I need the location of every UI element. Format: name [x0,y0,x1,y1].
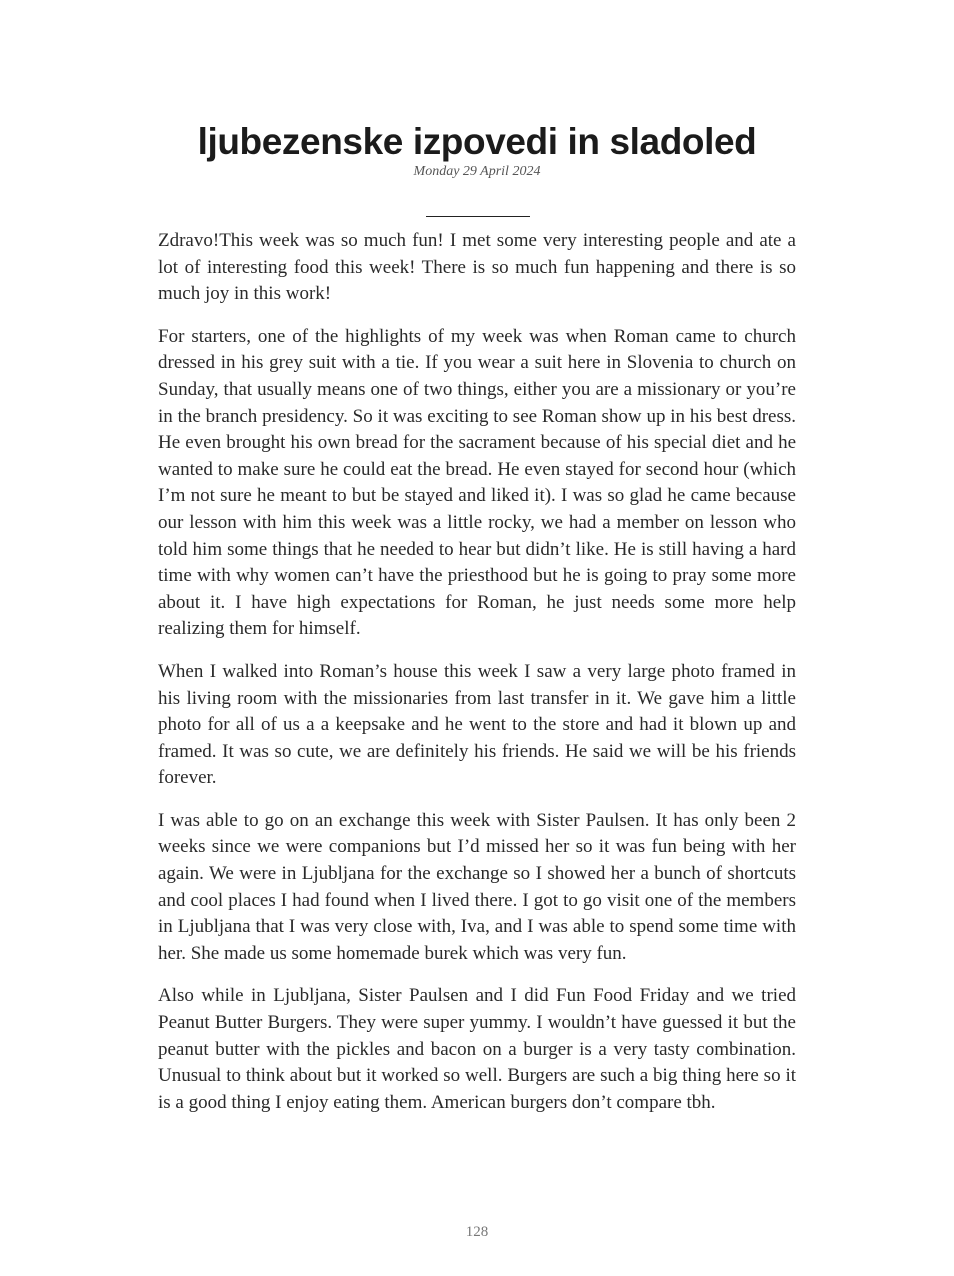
post-date: Monday 29 April 2024 [413,164,541,179]
page-title: ljubezenske izpovedi in sladoled [197,121,757,162]
article-body [158,228,796,1132]
title-divider [426,216,530,217]
paragraph: Zdravo!This week was so much fun! I met some very interesting people and ate a lot of interesting food this week! There is so much fun happening and there is so much joy in this work! [158,230,796,305]
paragraph: When I walked into Roman’s house this week I saw a very large photo framed in his living room with the missionaries from last transfer in it. We gave him a little photo for all of us a a keepsake and he went to the store and had it blown up and framed. It was so cute, we are definitely his friends. He said we will be his friends forever. [158,660,796,789]
page-number: 128 [465,1224,489,1240]
paragraph: Also while in Ljubljana, Sister Paulsen and I did Fun Food Friday and we tried Peanut Butter Burgers. They were super yummy. I wouldn’t have guessed it but the peanut butter with the pickles and bacon on a burger is a very tasty combination. Unusual to think about but it worked so well. Burgers are such a big thing here so it is a good thing I enjoy eating them. American burgers don’t compare tbh. [158,985,796,1113]
paragraph: For starters, one of the highlights of my week was when Roman came to church dressed in his grey suit with a tie. If you wear a suit here in Slovenia to church on Sunday, that usually means one of two things, either you are a missionary or you’re in the branch presidency. So it was exciting to see Roman show up in his best dress. He even brought his own bread for the sacrament because of his special diet and he wanted to make sure he could eat the bread. He even stayed for second hour (which I’m not sure he meant to but be stayed and liked it). I was so glad he came because our lesson with him this week was a little rocky, we had a member on lesson who told him some things that he needed to hear but didn’t like. He is still having a hard time with why women can’t have the priesthood but he is going to pray some more about it. I have high expectations for Roman, he just needs some more help realizing them for himself. [158,325,796,640]
paragraph: I was able to go on an exchange this week with Sister Paulsen. It has only been 2 weeks since we were companions but I’d missed her so it was fun being with her again. We were in Ljubljana for the exchange so I showed her a bunch of shortcuts and cool places I had found when I lived there. I got to go visit one of the members in Ljubljana that I was very close with, Iva, and I was able to spend some time with her. She made us some homemade burek which was very fun. [158,809,796,964]
